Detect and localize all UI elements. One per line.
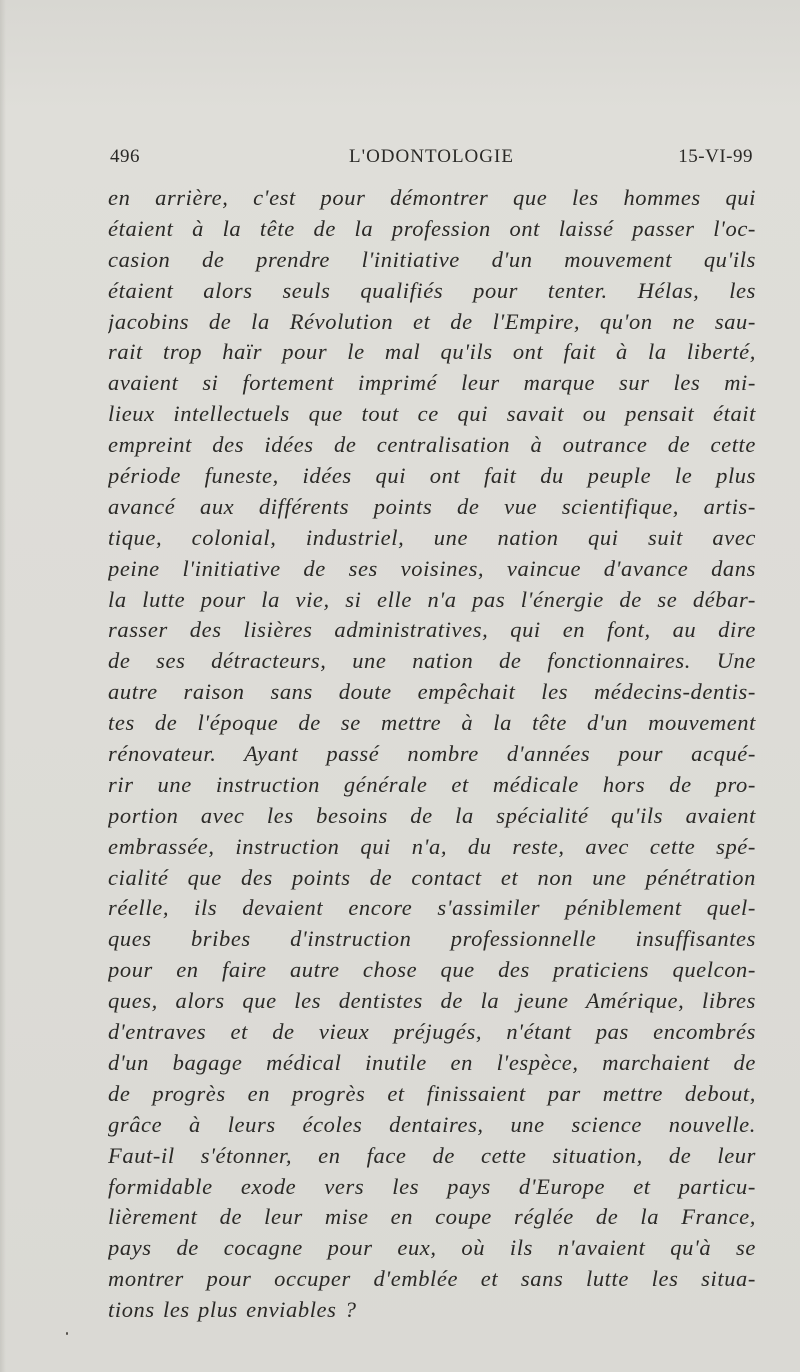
running-head (110, 146, 753, 176)
text-line: tions les plus enviables ? (108, 1297, 357, 1323)
text-line: de progrès en progrès et finissaient par mettre debout, (108, 1080, 756, 1106)
page-edge-shadow (0, 0, 6, 1372)
text-line: en arrière, c'est pour démontrer que les hommes qui (108, 185, 756, 210)
text-line: tes de l'époque de se mettre à la tête d'un mouvement (108, 710, 756, 736)
body-text (108, 183, 756, 1326)
text-line: pour en faire autre chose que des praticiens quelcon- (108, 957, 756, 983)
text-line: autre raison sans doute empêchait les médecins-dentis- (108, 679, 756, 705)
text-line: casion de prendre l'initiative d'un mouvement qu'ils (108, 246, 756, 272)
text-line: rir une instruction générale et médicale hors de pro- (108, 771, 756, 797)
issue-date: 15-VI-99 (678, 146, 753, 167)
text-line: rait trop haïr pour le mal qu'ils ont fait à la liberté, (108, 339, 756, 365)
text-line: étaient alors seuls qualifiés pour tenter. Hélas, les (108, 277, 756, 303)
paper-speck (66, 1332, 68, 1335)
text-line: tique, colonial, industriel, une nation qui suit avec (108, 524, 756, 550)
text-line: ques bribes d'instruction professionnelle insuffisantes (108, 926, 756, 952)
text-line: portion avec les besoins de la spécialité qu'ils avaient (108, 802, 756, 828)
text-line: la lutte pour la vie, si elle n'a pas l'énergie de se débar- (108, 586, 756, 612)
text-line: ques, alors que les dentistes de la jeune Amérique, libres (108, 988, 756, 1014)
text-line: de ses détracteurs, une nation de fonctionnaires. Une (108, 648, 756, 674)
text-line: cialité que des points de contact et non une pénétration (108, 864, 756, 890)
text-line: rénovateur. Ayant passé nombre d'années pour acqué- (108, 741, 756, 767)
text-line: embrassée, instruction qui n'a, du reste, avec cette spé- (108, 833, 756, 859)
text-line: peine l'initiative de ses voisines, vaincue d'avance dans (108, 555, 756, 581)
text-line: avancé aux différents points de vue scientifique, artis- (108, 493, 756, 519)
text-line: Faut-il s'étonner, en face de cette situation, de leur (108, 1142, 756, 1168)
page-number: 496 (110, 146, 140, 167)
text-line: pays de cocagne pour eux, où ils n'avaient qu'à se (108, 1235, 756, 1261)
text-line: grâce à leurs écoles dentaires, une science nouvelle. (108, 1111, 756, 1137)
text-line: réelle, ils devaient encore s'assimiler péniblement quel- (108, 895, 756, 921)
journal-title: L'ODONTOLOGIE (349, 146, 514, 167)
text-line: lièrement de leur mise en coupe réglée de la France, (108, 1204, 756, 1230)
text-line: empreint des idées de centralisation à outrance de cette (108, 432, 756, 458)
text-line: jacobins de la Révolution et de l'Empire, qu'on ne sau- (108, 308, 756, 334)
text-line: rasser des lisières administratives, qui en font, au dire (108, 617, 756, 643)
text-line: période funeste, idées qui ont fait du peuple le plus (108, 463, 756, 489)
text-line: montrer pour occuper d'emblée et sans lutte les situa- (108, 1266, 756, 1292)
text-line: formidable exode vers les pays d'Europe et particu- (108, 1173, 756, 1199)
text-line: lieux intellectuels que tout ce qui savait ou pensait était (108, 401, 756, 427)
text-line: avaient si fortement imprimé leur marque sur les mi- (108, 370, 756, 396)
text-line: étaient à la tête de la profession ont laissé passer l'oc- (108, 215, 756, 241)
text-line: d'entraves et de vieux préjugés, n'étant pas encombrés (108, 1019, 756, 1045)
text-line: d'un bagage médical inutile en l'espèce, marchaient de (108, 1049, 756, 1075)
